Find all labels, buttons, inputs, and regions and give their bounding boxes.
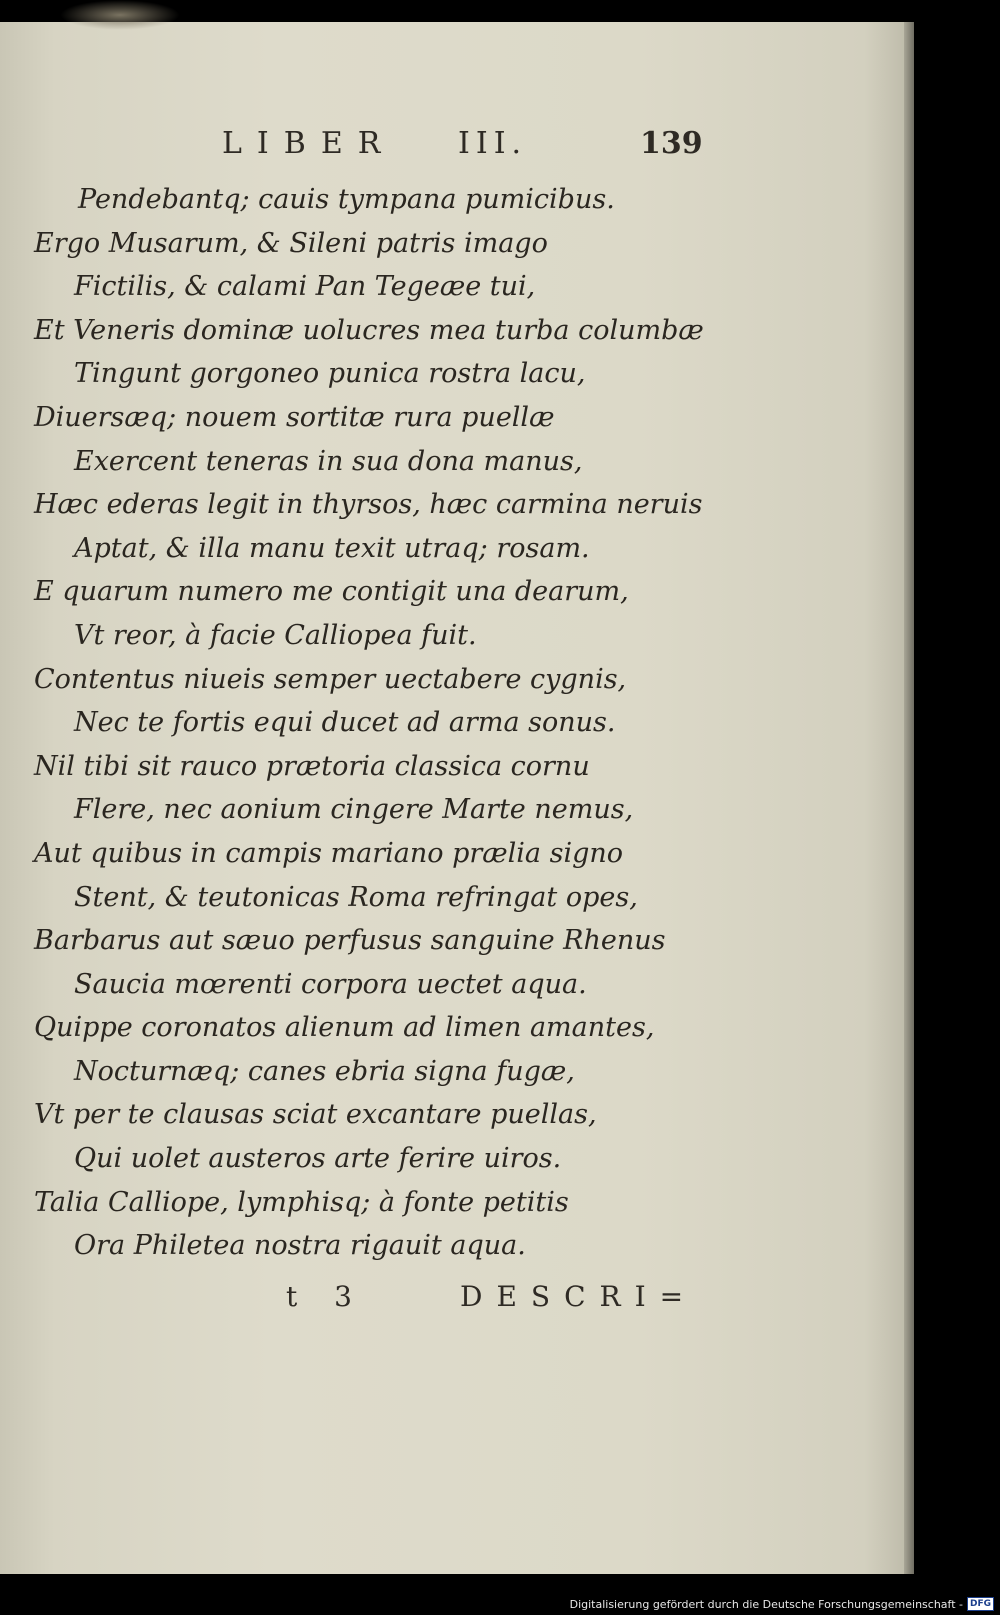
verse-line: Vt reor, à facie Calliopea fuit. (74, 619, 477, 651)
verse-line: Aptat, & illa manu texit utraq; rosam. (74, 532, 590, 564)
verse-line: Aut quibus in campis mariano prælia signo (34, 837, 624, 869)
verse-line: Pendebantq; cauis tympana pumicibus. (78, 184, 615, 215)
verse-line: Et Veneris dominæ uolucres mea turba columbæ (34, 314, 704, 346)
verse-line: Stent, & teutonicas Roma refringat opes, (74, 881, 638, 913)
verse-line: Fictilis, & calami Pan Tegeæe tui, (74, 271, 536, 303)
running-head (0, 126, 910, 166)
verse-line: Hæc ederas legit in thyrsos, hæc carmina neruis (34, 489, 703, 521)
verse-line: Flere, nec aonium cingere Marte nemus, (74, 794, 634, 826)
verse-line: Vt per te clausas sciat excantare puellas, (34, 1099, 597, 1131)
verse-line: Ora Philetea nostra rigauit aqua. (74, 1230, 526, 1262)
page-footer (0, 1280, 910, 1320)
verse-line: Quippe coronatos alienum ad limen amantes, (34, 1012, 655, 1044)
verse-line: Barbarus aut sæuo perfusus sanguine Rhenus (34, 925, 666, 957)
verse-line: Exercent teneras in sua dona manus, (74, 445, 583, 477)
page-stain (60, 0, 180, 30)
verse-line: Tingunt gorgoneo punica rostra lacu, (74, 358, 586, 390)
verse-line: Nil tibi sit rauco prætoria classica cornu (34, 750, 590, 782)
verse-line: Nec te fortis equi ducet ad arma sonus. (74, 707, 616, 739)
verse-line: Contentus niueis semper uectabere cygnis, (34, 663, 627, 695)
dfg-logo: DFG (967, 1597, 994, 1611)
page-edge (904, 22, 914, 1574)
verse-line: Qui uolet austeros arte ferire uiros. (74, 1143, 562, 1175)
catchword: DESCRI= (460, 1280, 698, 1313)
verse-line: E quarum numero me contigit una dearum, (34, 576, 629, 608)
folio-number: 139 (640, 126, 703, 161)
verse-line: Ergo Musarum, & Sileni patris imago (34, 227, 548, 259)
running-head-book: LIBER (222, 126, 396, 161)
verse-line: Talia Calliope, lymphisq; à fonte petitis (34, 1186, 569, 1218)
credit-text: Digitalisierung gefördert durch die Deutsche Forschungsgemeinschaft - (569, 1597, 963, 1611)
running-head-number: III. (458, 126, 528, 161)
verse-line: Saucia mœrenti corpora uectet aqua. (74, 968, 587, 1000)
digitization-credit (570, 1597, 994, 1611)
verse-line: Diuersæq; nouem sortitæ rura puellæ (34, 401, 555, 433)
verse-line: Nocturnæq; canes ebria signa fugæ, (74, 1055, 575, 1087)
signature-mark: t 3 (286, 1280, 366, 1313)
verse-text (34, 178, 894, 1268)
